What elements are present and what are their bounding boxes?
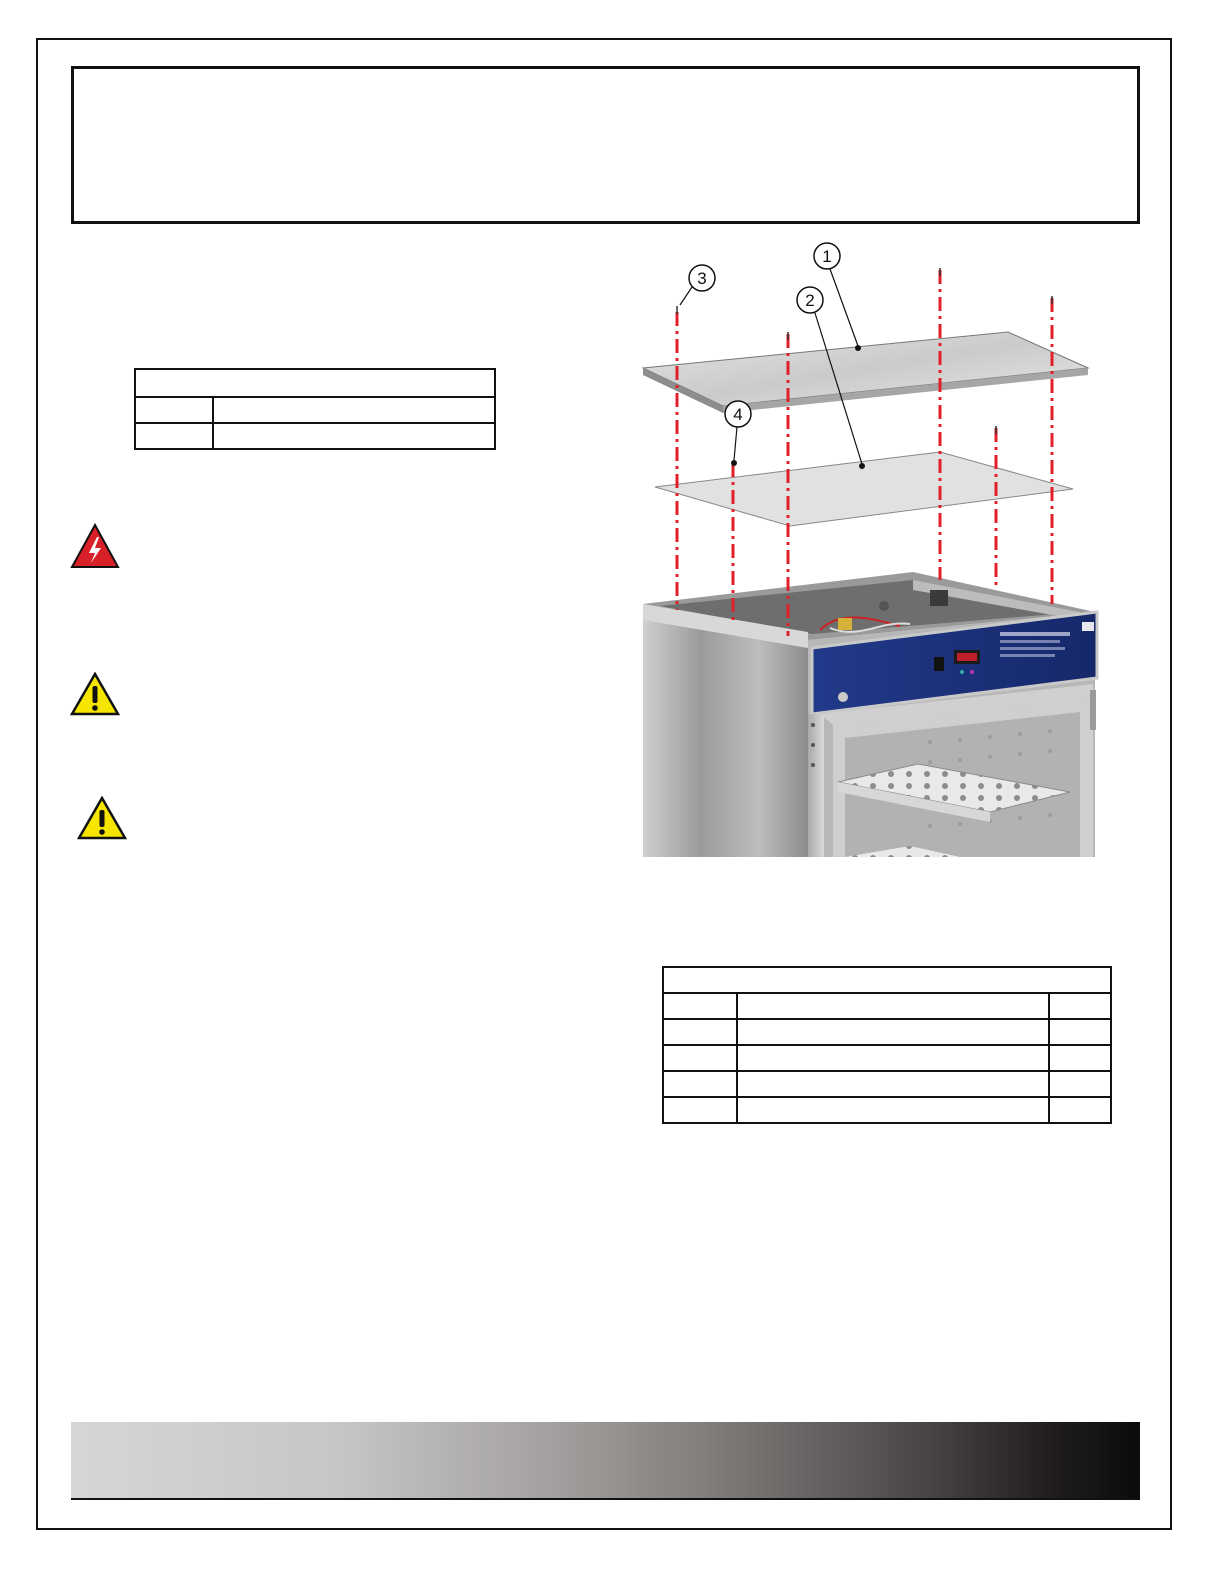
footer-rule [71, 1498, 1140, 1500]
table-cell [737, 1045, 1049, 1071]
table-cell [1049, 1045, 1111, 1071]
table-row [663, 1071, 1111, 1097]
table-cell [737, 993, 1049, 1019]
table-row [135, 397, 495, 423]
table-cell [1049, 1071, 1111, 1097]
callout-3 [680, 265, 715, 305]
cabinet-side-panel [643, 612, 808, 857]
table-cell [135, 423, 213, 449]
small-table [134, 368, 496, 450]
callout-4 [725, 401, 751, 466]
table-row [663, 1097, 1111, 1123]
table-header-cell [135, 369, 495, 397]
table-cell [1049, 1097, 1111, 1123]
table-cell [737, 1071, 1049, 1097]
footer-gradient-bar [71, 1422, 1140, 1498]
insulation-sheet [655, 452, 1073, 526]
power-switch-icon [934, 657, 944, 671]
callout-3-label: 3 [697, 269, 707, 288]
caution-warning-icon [77, 796, 127, 840]
table-cell [213, 423, 495, 449]
header-box [71, 66, 1140, 224]
table-row [663, 1019, 1111, 1045]
table-cell [135, 397, 213, 423]
table-row [663, 1045, 1111, 1071]
table-header-cell [663, 967, 1111, 993]
table-cell [663, 1097, 737, 1123]
table-cell [213, 397, 495, 423]
table-row [135, 423, 495, 449]
table-cell [663, 993, 737, 1019]
table-cell [737, 1019, 1049, 1045]
table-row [663, 993, 1111, 1019]
electrical-hazard-icon [70, 523, 120, 569]
exploded-view-figure [620, 240, 1120, 860]
flag-icon [1082, 622, 1094, 631]
table-row [135, 369, 495, 397]
table-cell [663, 1071, 737, 1097]
table-cell [663, 1019, 737, 1045]
table-cell [663, 1045, 737, 1071]
table-cell [1049, 1019, 1111, 1045]
callout-1-label: 1 [822, 247, 832, 266]
parts-table [662, 966, 1112, 1124]
caution-warning-icon [70, 672, 120, 716]
door-post [808, 714, 824, 857]
callout-4-label: 4 [733, 405, 743, 424]
table-cell [1049, 993, 1111, 1019]
callout-2-label: 2 [805, 291, 815, 310]
table-row [663, 967, 1111, 993]
table-cell [737, 1097, 1049, 1123]
